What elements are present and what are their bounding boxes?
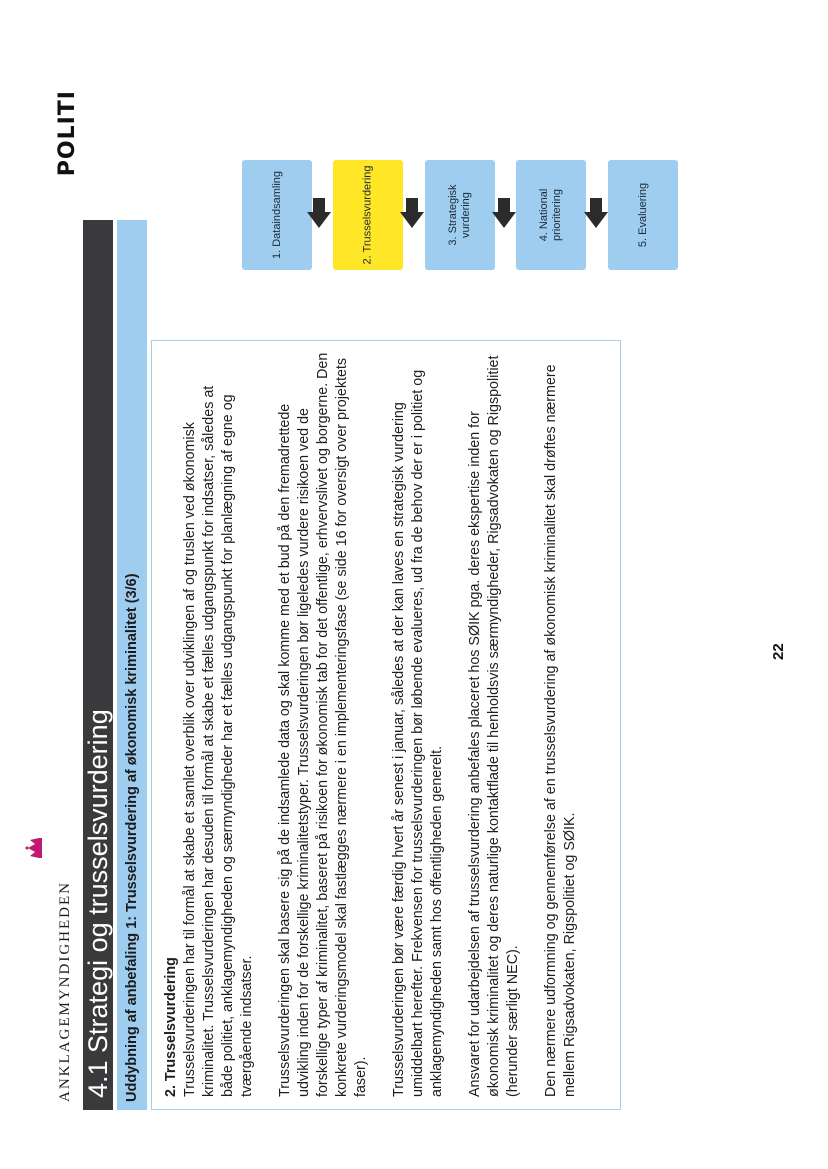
paragraph: Trusselsvurderingen bør være færdig hvert år senest i januar, således at der kan laves en strategisk vurdering umiddelbart herefter. Frekvensen for trusselsvurderingen bør løbende evalueres, ud fra de behov der er i politiet og anklagemyndigheden samt hos offentligheden generelt. xyxy=(391,369,445,1097)
step-label: 5. Evaluering xyxy=(637,182,649,248)
page-subtitle: Uddybning af anbefaling 1: Trusselsvurdering af økonomisk kriminalitet (3/6) xyxy=(117,220,147,1110)
paragraph: Ansvaret for udarbejdelsen af trusselsvurdering anbefales placeret hos SØIK pga. deres ekspertise inden for økonomisk kriminalitet og deres naturlige kontaktflade til henholdsvis særmyndigheder, Rigsadvokaten og Rigspolitiet (herunder særligt NEC). xyxy=(467,355,521,1097)
org-left-text: ANKLAGEMYNDIGHEDEN xyxy=(56,881,73,1102)
step-label: 3. Strategisk vurdering xyxy=(447,184,472,246)
step-label: 4. National prioritering xyxy=(538,188,563,242)
page-title: 4.1 Strategi og trusselsvurdering xyxy=(83,220,113,1110)
paragraph: Den nærmere udformning og gennemførelse af en trusselsvurdering af økonomisk kriminalitet skal drøftes nærmere mellem Rigsadvokaten, Rigspolitiet og SØIK. xyxy=(543,364,578,1097)
anklagemyndigheden-logo xyxy=(55,881,75,1102)
content-box xyxy=(151,340,621,1110)
step-label: 2. Trusselsvurdering xyxy=(362,165,375,265)
section-heading: 2. Trusselsvurdering xyxy=(163,957,179,1097)
slide xyxy=(55,70,805,1110)
paragraph: Trusselsvurderingen skal basere sig på de indsamlede data og skal komme med et bud på den fremadrettede udvikling inden for de forskellige kriminalitetstyper. Trusselsvurderingen bør ligeledes vurdere risikoen ved de forskellige typer af kriminalitet, baseret på risikoen for økonomisk tab for det offentlige, erhvervslivet og borgerne. Den konkrete vurderingsmodel skal fastlægges nærmere i en implementeringsfase (se side 16 for oversigt over projektets faser). xyxy=(277,352,369,1097)
paragraph: Trusselsvurderingen har til formål at skabe et samlet overblik over udviklingen af og truslen ved økonomisk kriminalitet. Trusselsvurderingen har desuden til formål at skabe et fælles udgangspunkt for indsatser, således at både politiet, anklagemyndigheden og særmyndigheder har et fælles udgangspunkt for planlægning af egne og tværgående indsatser. xyxy=(182,385,255,1097)
step-label: 1. Dataindsamling xyxy=(271,170,283,260)
crown-icon xyxy=(25,836,43,860)
politi-logo: POLITI xyxy=(55,90,80,177)
page-number: 22 xyxy=(770,643,787,660)
